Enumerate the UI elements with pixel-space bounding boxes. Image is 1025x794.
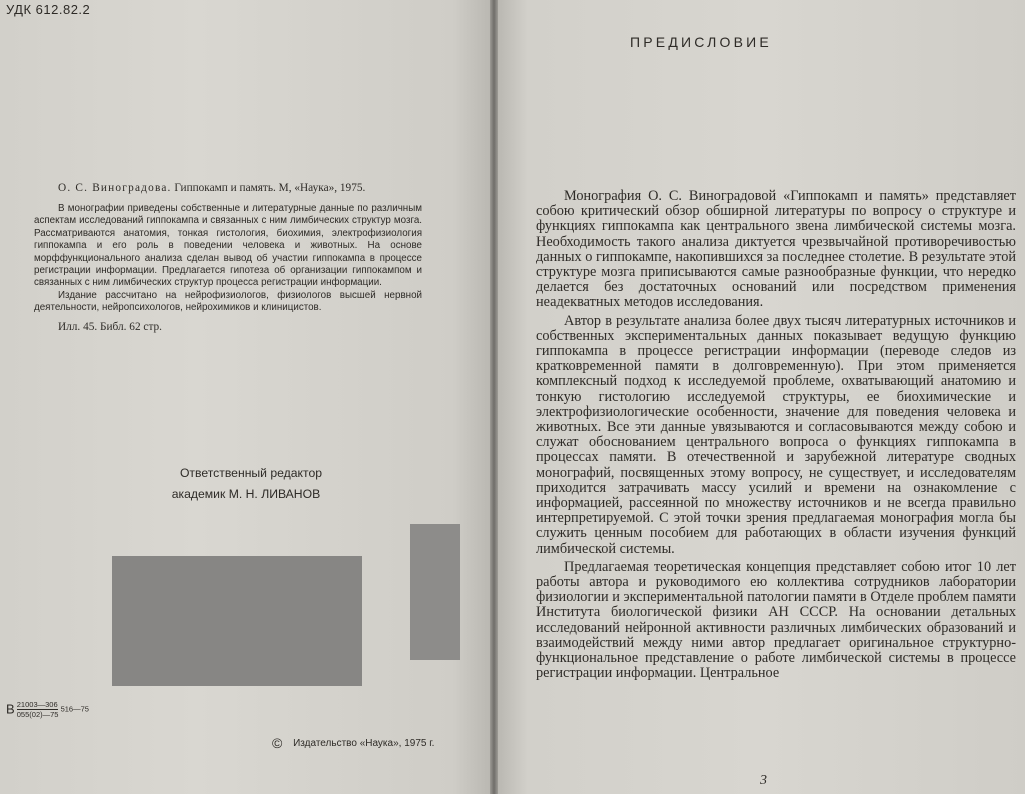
editor-role: Ответственный редактор	[179, 466, 323, 480]
publication-code	[6, 700, 89, 719]
audience-text: Издание рассчитано на нейрофизиологов, физиологов высшей нервной деятельности, нейропсихологов, нейрохимиков и клиницистов.	[34, 289, 422, 314]
left-page	[0, 0, 492, 794]
citation-year: 1975.	[339, 182, 366, 194]
book-spine-gutter	[490, 0, 498, 794]
udk-code: УДК 612.82.2	[6, 2, 91, 17]
redacted-area	[112, 556, 362, 686]
code-denominator: 055(02)—75	[16, 710, 59, 719]
preface-paragraph: Монография О. С. Виноградовой «Гиппокамп и память» представляет собою критический обзор обширной литературы по вопросу о структуре и функциях гиппокампа как центрального звена лимбической системы мозга. Необходимость такого анализа диктуется чрезвычайной противоречивостью данных о гиппокампе, накопившихся за последнее столетие. В результате этой структуре мозга приписываются самые разнообразные функции, что нередко делается без достаточных оснований или посредством применения неадекватных методов исследования.	[536, 188, 1016, 311]
preface-title: ПРЕДИСЛОВИЕ	[630, 34, 772, 50]
bibliographic-abstract	[34, 182, 422, 334]
preface-body	[536, 189, 1016, 682]
publisher-text: Издательство «Наука», 1975 г.	[293, 738, 435, 749]
redacted-strip	[410, 524, 460, 660]
citation-author: О. С. Виноградова.	[58, 182, 172, 194]
editor-name: академик М. Н. ЛИВАНОВ	[171, 487, 321, 501]
preface-paragraph: Автор в результате анализа более двух тысяч литературных источников и собственных экспериментальных данных показывает ведущую функцию гиппокампа в процессе регистрации информации (переводе следов из кратковременной памяти в долговременную). При этом применяется комплексный подход к исследуемой проблеме, охватывающий анатомию и тонкую гистологию исследуемой структуры, ее биохимические и электрофизиологические особенности, значение для поведения человека и животных. Все эти данные увязываются и согласовываются между собою и служат обоснованием центрального вопроса о функциях гиппокампа в процессах памяти. В отечественной и зарубежной литературе сводных монографий, посвященных этому вопросу, не существует, и исследователям приходится затрачивать массу усилий и времени на ознакомление с информацией, рассеянной по множеству источников и не всегда правильно интерпретируемой. С этой точки зрения предлагаемая монография могла бы служить ценным пособием для работающих в области изучения функций лимбической системы.	[536, 312, 1016, 557]
code-suffix: 516—75	[60, 704, 89, 714]
page-number: 3	[760, 773, 767, 788]
abstract-text: В монографии приведены собственные и литературные данные по различным аспектам исследований гиппокампа и связанных с ним лимбических структур мозга. Рассматриваются анатомия, тонкая гистология, биохимия, электрофизиология гиппокампа и его роль в поведении человека и животных. На основе морффункционального анализа сделан вывод об участии гиппокампа в процессе регистрации информации. Предлагается гипотеза об организации гиппокампом и связанных с ним лимбических структур процесса регистрации информации.	[34, 203, 422, 289]
illustration-bibliography-count: Илл. 45. Библ. 62 стр.	[58, 320, 162, 333]
citation	[34, 182, 422, 195]
preface-paragraph: Предлагаемая теоретическая концепция представляет собою итог 10 лет работы автора и руководимого ею коллектива сотрудников лаборатории физиологии и экспериментальной патологии памяти в Отделе проблем памяти Института биологической физики АН СССР. На основании детальных исследований нейронной активности различных лимбических образований и взаимодействий между ними автор предлагает оригинальное структурно-функциональное представление о работе лимбической системы в процессе регистрации информации. Центральное	[536, 558, 1016, 682]
code-numerator: 21003—306	[16, 700, 58, 709]
code-letter: В	[6, 701, 15, 717]
copyright-line	[272, 735, 434, 751]
copyright-icon: ©	[272, 735, 283, 751]
code-fraction	[17, 700, 59, 719]
citation-title: Гиппокамп и память. М, «Наука»,	[174, 182, 338, 194]
